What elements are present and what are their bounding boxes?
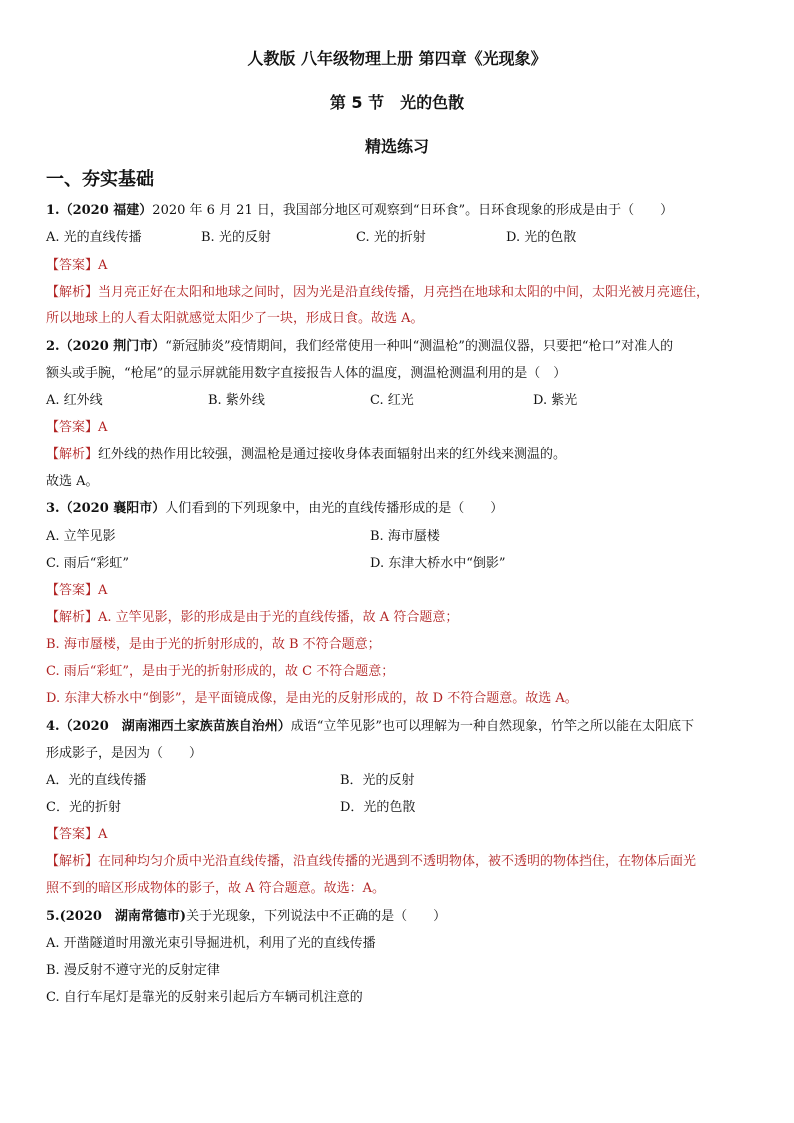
analysis	[46, 284, 756, 302]
option-d: D．光的色散	[340, 800, 416, 815]
question-2	[46, 338, 756, 356]
analysis-label: 【解析】	[46, 447, 99, 462]
analysis-text: B. 海市蜃楼，是由于光的折射形成的，故 B 不符合题意；	[46, 637, 381, 652]
question-source: （2020 荆门市）	[59, 339, 166, 354]
answer	[46, 419, 756, 437]
question-stem: 人们看到的下列现象中，由光的直线传播形成的是（ ）	[165, 501, 504, 516]
answer-value: A	[98, 827, 108, 842]
analysis-text: D. 东津大桥水中“倒影”，是平面镜成像，是由光的反射形成的，故 D 不符合题意。故选 A。	[46, 691, 578, 706]
question-source: (2020 湖南常德市)	[59, 909, 187, 924]
analysis-text: 所以地球上的人看太阳就感觉太阳少了一块，形成日食。故选 A。	[46, 311, 424, 326]
question-stem: 2020 年 6 月 21 日，我国部分地区可观察到“日环食”。日环食现象的形成是由于（ ）	[152, 203, 674, 218]
analysis-label: 【解析】	[46, 610, 99, 625]
part-heading: 一、夯实基础	[46, 169, 154, 190]
option-b: B．光的反射	[340, 773, 415, 788]
answer-value: A	[98, 420, 108, 435]
option-b: B. 紫外线	[208, 393, 265, 408]
question-1	[46, 202, 756, 220]
analysis-text: 当月亮正好在太阳和地球之间时，因为光是沿直线传播，月亮挡在地球和太阳的中间，太阳光被月亮遮住，	[98, 285, 710, 300]
question-stem: 成语“立竿见影”也可以理解为一种自然现象，竹竿之所以能在太阳底下	[290, 719, 695, 734]
analysis-text: C. 雨后“彩虹”，是由于光的折射形成的，故 C 不符合题意；	[46, 664, 395, 679]
question-4	[46, 718, 756, 736]
analysis	[46, 446, 756, 464]
analysis-text: 在同种均匀介质中光沿直线传播，沿直线传播的光遇到不透明物体，被不透明的物体挡住，在物体后面光	[98, 854, 697, 869]
answer-label: 【答案】	[46, 827, 99, 842]
option-d: D. 东津大桥水中“倒影”	[370, 556, 506, 571]
question-number: 3.	[46, 501, 60, 516]
answer-label: 【答案】	[46, 583, 99, 598]
question-stem: 关于光现象，下列说法中不正确的是（ ）	[186, 909, 447, 924]
question-source: （2020 襄阳市）	[59, 501, 166, 516]
question-number: 4.	[46, 719, 60, 734]
analysis	[46, 853, 756, 871]
section-title: 第 5 节 光的色散	[329, 93, 465, 112]
option-a: A. 红外线	[46, 393, 103, 408]
analysis-text: A. 立竿见影，影的形成是由于光的直线传播，故 A 符合题意；	[98, 610, 459, 625]
option-d: D. 紫光	[533, 393, 578, 408]
question-stem: “新冠肺炎”疫情期间，我们经常使用一种叫“测温枪”的测温仪器，只要把“枪口”对准人的	[165, 339, 674, 354]
question-5	[46, 908, 756, 926]
answer-value: A	[98, 258, 108, 273]
answer	[46, 257, 756, 275]
option-b: B. 光的反射	[201, 230, 271, 245]
analysis-text: 故选 A。	[46, 474, 99, 489]
option-d: D. 光的色散	[506, 230, 577, 245]
question-3	[46, 500, 756, 518]
option-a: A. 开凿隧道时用激光束引导掘进机，利用了光的直线传播	[46, 936, 376, 951]
option-b: B. 海市蜃楼	[370, 529, 440, 544]
answer-label: 【答案】	[46, 420, 99, 435]
question-number: 2.	[46, 339, 60, 354]
analysis-text: 照不到的暗区形成物体的影子，故 A 符合题意。故选：A。	[46, 881, 386, 896]
option-c: C. 光的折射	[356, 230, 426, 245]
answer-label: 【答案】	[46, 258, 99, 273]
document-title: 人教版 八年级物理上册 第四章《光现象》	[247, 49, 547, 68]
question-number: 1.	[46, 203, 60, 218]
option-a: A. 立竿见影	[46, 529, 116, 544]
answer-value: A	[98, 583, 108, 598]
analysis	[46, 609, 756, 627]
option-a: A. 光的直线传播	[46, 230, 142, 245]
answer	[46, 826, 756, 844]
analysis-label: 【解析】	[46, 285, 99, 300]
option-c: C. 雨后“彩虹”	[46, 556, 130, 571]
question-number: 5.	[46, 909, 60, 924]
option-c: C. 红光	[370, 393, 414, 408]
question-source: （2020 福建）	[59, 203, 153, 218]
analysis-text: 红外线的热作用比较强，测温枪是通过接收身体表面辐射出来的红外线来测温的。	[98, 447, 567, 462]
answer	[46, 582, 756, 600]
subtitle: 精选练习	[364, 137, 429, 156]
option-c: C. 自行车尾灯是靠光的反射来引起后方车辆司机注意的	[46, 990, 363, 1005]
question-stem: 形成影子，是因为（ ）	[46, 746, 203, 761]
question-stem: 额头或手腕，“枪尾”的显示屏就能用数字直接报告人体的温度，测温枪测温利用的是（ ）	[46, 366, 567, 381]
option-b: B. 漫反射不遵守光的反射定律	[46, 963, 220, 978]
analysis-label: 【解析】	[46, 854, 99, 869]
option-a: A．光的直线传播	[46, 773, 147, 788]
option-c: C．光的折射	[46, 800, 121, 815]
question-source: （2020 湖南湘西土家族苗族自治州）	[59, 719, 291, 734]
